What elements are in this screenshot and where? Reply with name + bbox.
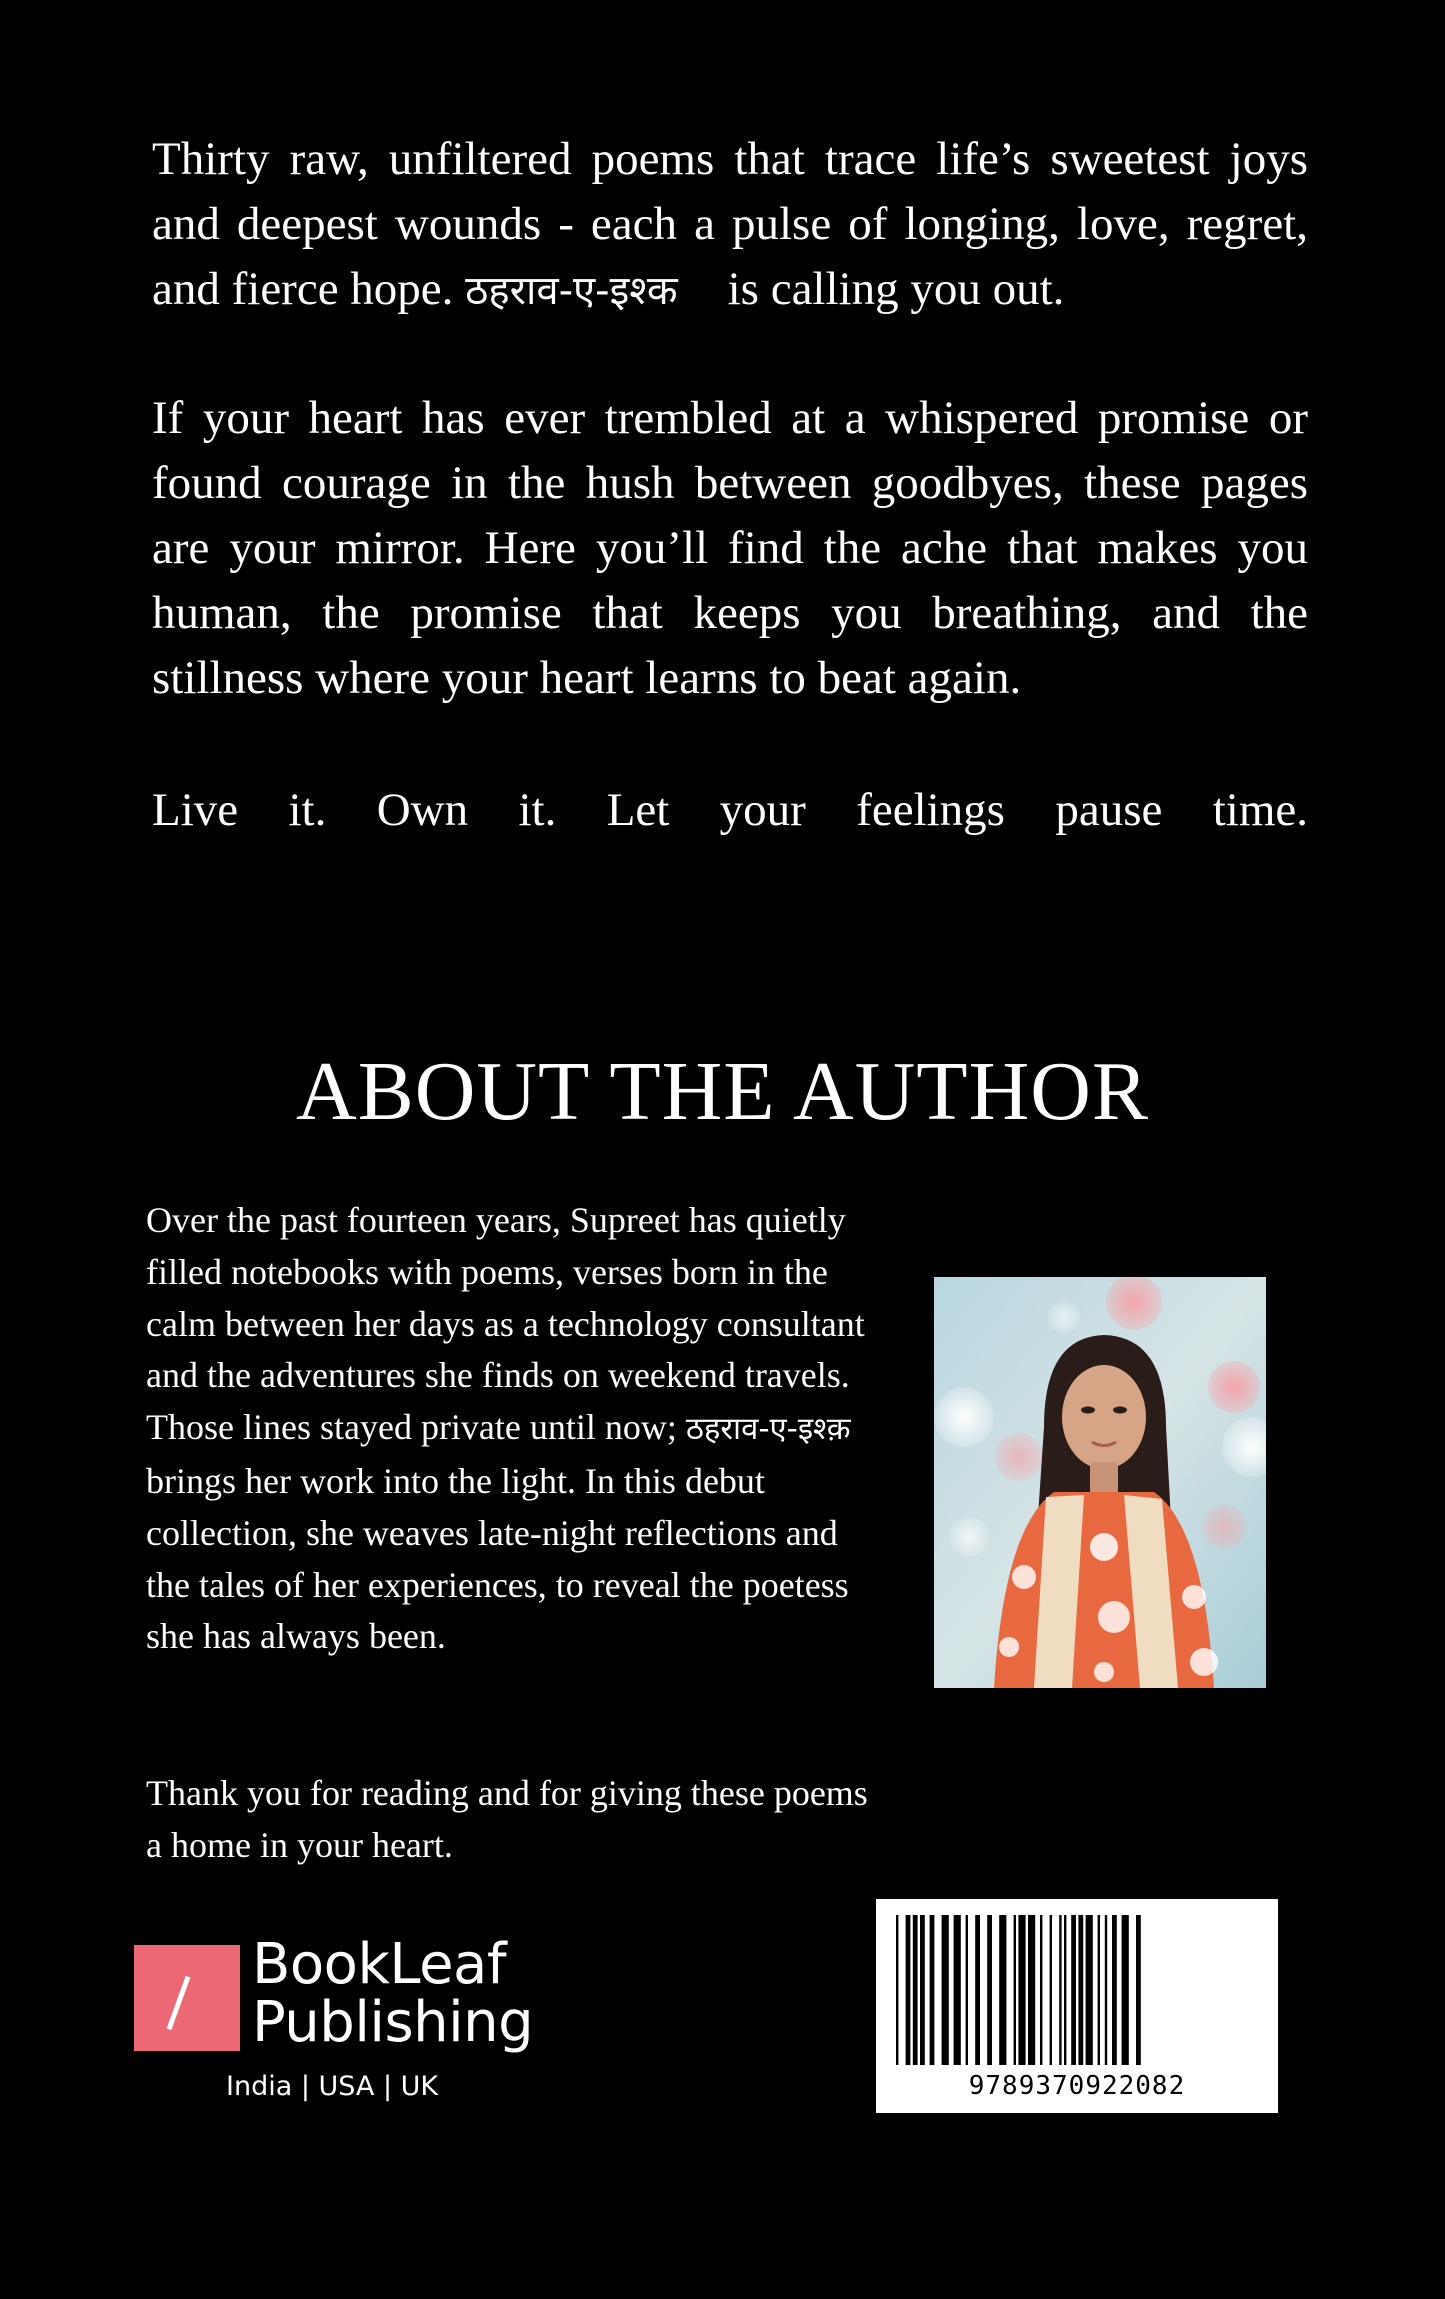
barcode-bar xyxy=(1136,1915,1141,2065)
about-author-heading: ABOUT THE AUTHOR xyxy=(296,1045,1149,1138)
slash-mark xyxy=(167,1976,191,2030)
isbn-barcode xyxy=(876,1899,1278,2113)
barcode-bar xyxy=(1071,1915,1076,2065)
barcode-bar xyxy=(1018,1915,1025,2065)
blurb-paragraph-3: Live it. Own it. Let your feelings pause time. xyxy=(152,784,1308,836)
author-bio xyxy=(146,1195,886,1663)
publisher-name-line-2: Publishing xyxy=(252,1990,534,2055)
barcode-bar xyxy=(1059,1915,1061,2065)
barcode-bar xyxy=(1112,1915,1117,2065)
barcode-bar xyxy=(1014,1915,1016,2065)
barcode-bar xyxy=(1050,1915,1052,2065)
publisher-logo xyxy=(134,1932,554,2113)
barcode-bar xyxy=(906,1915,911,2065)
barcode-bar xyxy=(1064,1915,1066,2065)
barcode-bar xyxy=(1078,1915,1083,2065)
barcode-bar xyxy=(1028,1915,1035,2065)
barcode-bar xyxy=(966,1915,968,2065)
barcode-bar xyxy=(896,1915,898,2065)
author-photo xyxy=(934,1277,1266,1688)
barcode-bar xyxy=(913,1915,918,2065)
barcode-bar xyxy=(920,1915,925,2065)
barcode-bar xyxy=(930,1915,935,2065)
barcode-bar xyxy=(1105,1915,1107,2065)
barcode-bar xyxy=(1122,1915,1129,2065)
barcode-bar xyxy=(999,1915,1006,2065)
barcode-bar xyxy=(1040,1915,1042,2065)
bio-text-start: Over the past fourteen years, Supreet has quietly filled notebooks with poems, verses born in the calm between her days as a technology consultant and the adventures she finds on weekend travels. Those lines stayed private until now; xyxy=(146,1200,865,1448)
book-title-hindi-bio: ठहराव-ए-इश्क़ xyxy=(685,1411,851,1448)
bio-text-end: brings her work into the light. In this debut collection, she weaves late-night reflections and the tales of her experiences, to reveal the poetess she has always been. xyxy=(146,1460,849,1657)
book-title-hindi: ठहराव-ए-इश्क xyxy=(465,268,678,314)
barcode-bar xyxy=(942,1915,949,2065)
blurb-paragraph-1 xyxy=(152,127,1308,324)
barcode-bar xyxy=(975,1915,980,2065)
author-thanks: Thank you for reading and for giving these poems a home in your heart. xyxy=(146,1773,868,1865)
barcode-bar xyxy=(1098,1915,1100,2065)
publisher-regions: India | USA | UK xyxy=(226,2071,439,2102)
blurb-paragraph-2: If your heart has ever trembled at a whispered promise or found courage in the hush between goodbyes, these pages are your mirror. Here you’ll find the ache that makes you human, the promise that keeps you breathing, and the stillness where your heart learns to beat again. xyxy=(152,392,1308,704)
isbn-number: 9789370922082 xyxy=(968,2071,1186,2101)
blurb-intro-text: Thirty raw, unfiltered poems that trace life’s sweetest joys and deepest wounds - each a pulse of longing, love, regret, and fierce hope. xyxy=(152,133,1308,315)
barcode-bar xyxy=(987,1915,992,2065)
barcode-bar xyxy=(954,1915,961,2065)
slash-square-icon xyxy=(134,1945,240,2051)
barcode-bars xyxy=(894,1915,1260,2065)
publisher-name-line-1: BookLeaf xyxy=(252,1932,507,1997)
barcode-bar xyxy=(1086,1915,1093,2065)
blurb-calling-text: is calling you out. xyxy=(727,263,1065,315)
